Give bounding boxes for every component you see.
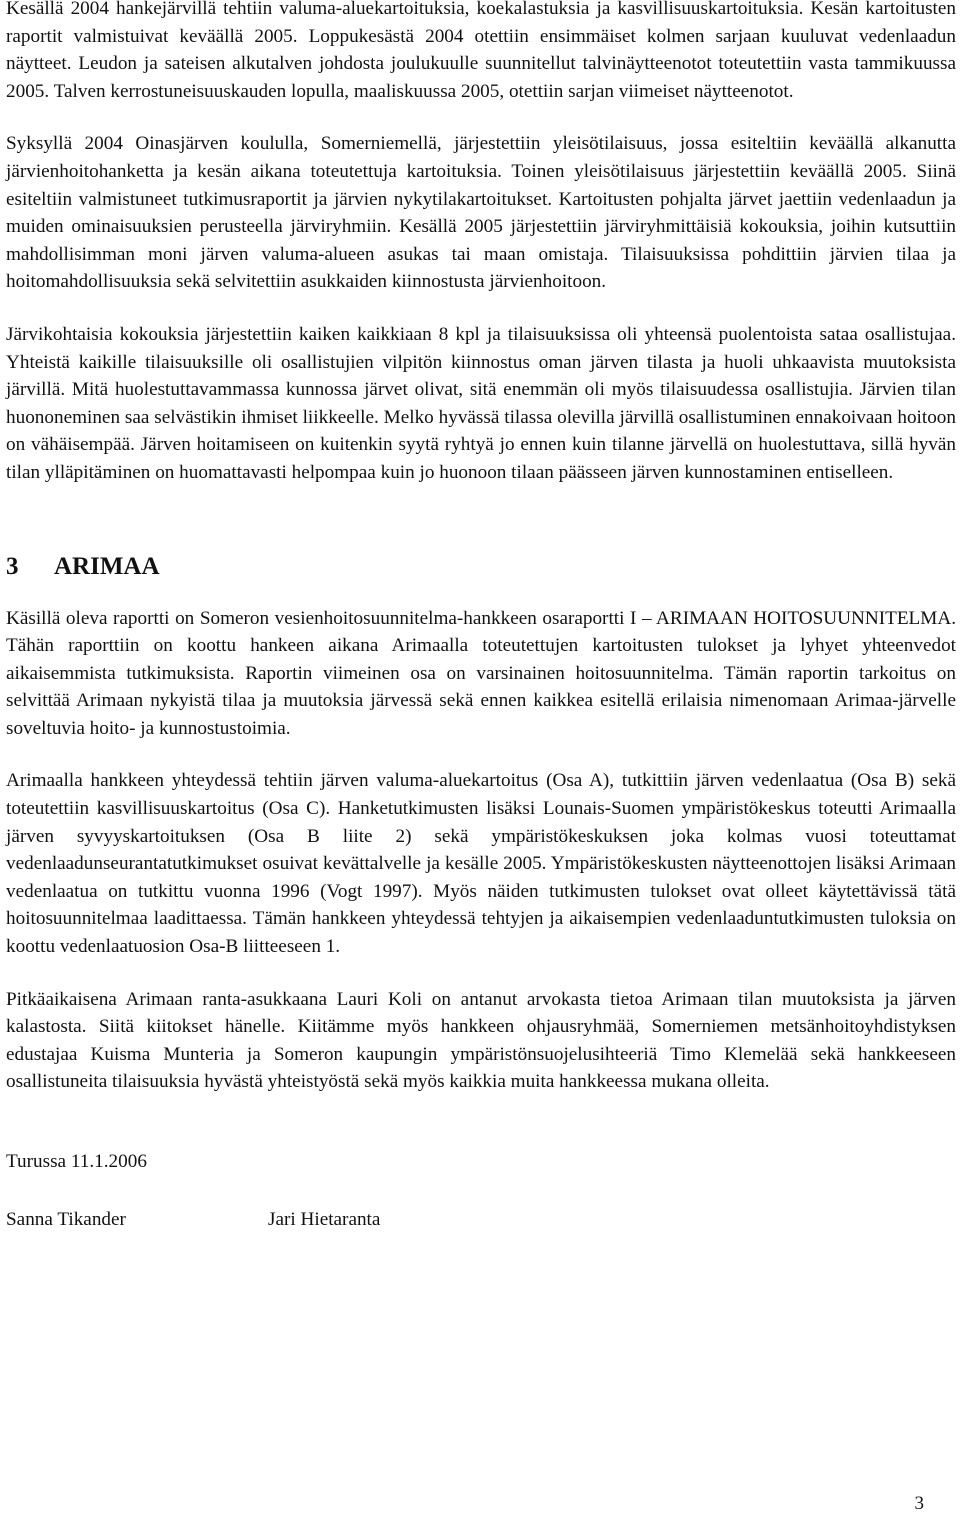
- section-number: 3: [6, 552, 19, 580]
- page-number: 3: [914, 1493, 924, 1514]
- body-paragraph: Käsillä oleva raportti on Someron vesienhoitosuunnitelma-hankkeen osaraportti I – ARIMAAN HOITOSUUNNITELMA. Tähän raporttiin on koottu hankeen aikana Arimaalla toteutettujen kartoitusten tulokset ja lyhyet yhteenvedot aikaisemmista tutkimuksista. Raportin viimeinen osa on varsinainen hoitosuunnitelma. Tämän raportin tarkoitus on selvittää Arimaan nykyistä tilaa ja muutoksia järvessä sekä ennen kaikkea esitellä erilaisia nimenomaan Arimaa-järvelle soveltuvia hoito- ja kunnostustoimia.: [6, 607, 956, 739]
- signature-name: Sanna Tikander: [6, 1208, 126, 1230]
- body-paragraph: Pitkäaikaisena Arimaan ranta-asukkaana Lauri Koli on antanut arvokasta tietoa Arimaan tilan muutoksista ja järven kalastosta. Siitä kiitokset hänelle. Kiitämme myös hankkeen ohjausryhmää, Somerniemen metsänhoitoyhdistyksen edustajaa Kuisma Munteria ja Someron kaupungin ympäristönsuojelusihteeriä Timo Klemelää sekä hankkeeseen osallistuneita tilaisuuksia hyvästä yhteistyöstä sekä myös kaikkia muita hankkeessa mukana olleita.: [6, 988, 956, 1093]
- section-heading: [6, 551, 956, 583]
- signature-block: [6, 1206, 956, 1234]
- body-paragraph: Järvikohtaisia kokouksia järjestettiin kaiken kaikkiaan 8 kpl ja tilaisuuksissa oli yhteensä puolentoista sataa osallistujaa. Yhteistä kaikille tilaisuuksille oli osallistujien vilpitön kiinnostus oman järven tilasta ja huoli uhkaavista muutoksista järvillä. Mitä huolestuttavammassa kunnossa järvet olivat, sitä enemmän oli myös tilaisuudessa osallistujia. Järvien tilan huononeminen saa selvästikin ihmiset liikkeelle. Melko hyvässä tilassa olevilla järvillä osallistuminen ennakoivaan hoitoon on vähäisempää. Järven hoitamiseen on kuitenkin syytä ryhtyä jo ennen kuin tilanne järvellä on huolestuttava, sillä hyvän tilan ylläpitäminen on huomattavasti helpompaa kuin jo huonoon tilaan päässeen järven kunnostaminen entiselleen.: [6, 323, 956, 483]
- body-paragraph: Syksyllä 2004 Oinasjärven koululla, Somerniemellä, järjestettiin yleisötilaisuus, jossa esiteltiin keväällä alkanutta järvienhoitohanketta ja kesän aikana toteutettuja kartoituksia. Toinen yleisötilaisuus järjestettiin keväällä 2005. Siinä esiteltiin valmistuneet tutkimusraportit ja järvien nykytilakartoitukset. Kartoitusten pohjalta järvet jaettiin vedenlaadun ja muiden ominaisuuksien perusteella järviryhmiin. Kesällä 2005 järjestettiin järviryhmittäisiä kokouksia, joihin kutsuttiin mahdollisimman moni järven valuma-alueen asukas tai maan omistaja. Tilaisuuksissa pohdittiin järvien tilaa ja hoitomahdollisuuksia sekä selvitettiin asukkaiden kiinnostusta järvienhoitoon.: [6, 133, 956, 293]
- body-paragraph: Kesällä 2004 hankejärvillä tehtiin valuma-aluekartoituksia, koekalastuksia ja kasvillisuuskartoituksia. Kesän kartoitusten raportit valmistuivat keväällä 2005. Loppukesästä 2004 otettiin ensimmäiset kolmen sarjaan kuuluvat vedenlaadun näytteet. Leudon ja sateisen alkutalven johdosta joulukuulle suunnitellut talvinäytteenotot toteutettiin vasta tammikuussa 2005. Talven kerrostuneisuuskauden lopulla, maaliskuussa 2005, otettiin sarjan viimeiset näytteenotot.: [6, 0, 956, 102]
- body-paragraph: Arimaalla hankkeen yhteydessä tehtiin järven valuma-aluekartoitus (Osa A), tutkittiin järven vedenlaatua (Osa B) sekä toteutettiin kasvillisuuskartoitus (Osa C). Hanketutkimusten lisäksi Lounais-Suomen ympäristökeskus toteutti Arimaalla järven syvyyskartoituksen (Osa B liite 2) sekä ympäristökeskuksen joka kolmas vuosi toteuttamat vedenlaadunseurantatutkimukset osuivat kevättalvelle ja kesälle 2005. Ympäristökeskusten näytteenottojen lisäksi Arimaan vedenlaatua on tutkittu vuonna 1996 (Vogt 1997). Myös näiden tutkimusten tulokset ovat olleet käytettävissä tätä hoitosuunnitelmaa laadittaessa. Tämän hankkeen yhteydessä tehtyjen ja aikaisempien vedenlaaduntutkimusten tuloksia on koottu vedenlaatuosion Osa-B liitteeseen 1.: [6, 770, 956, 958]
- section-title: ARIMAA: [54, 552, 160, 580]
- signature-name: Jari Hietaranta: [268, 1208, 381, 1230]
- place-and-date: Turussa 11.1.2006: [6, 1151, 147, 1172]
